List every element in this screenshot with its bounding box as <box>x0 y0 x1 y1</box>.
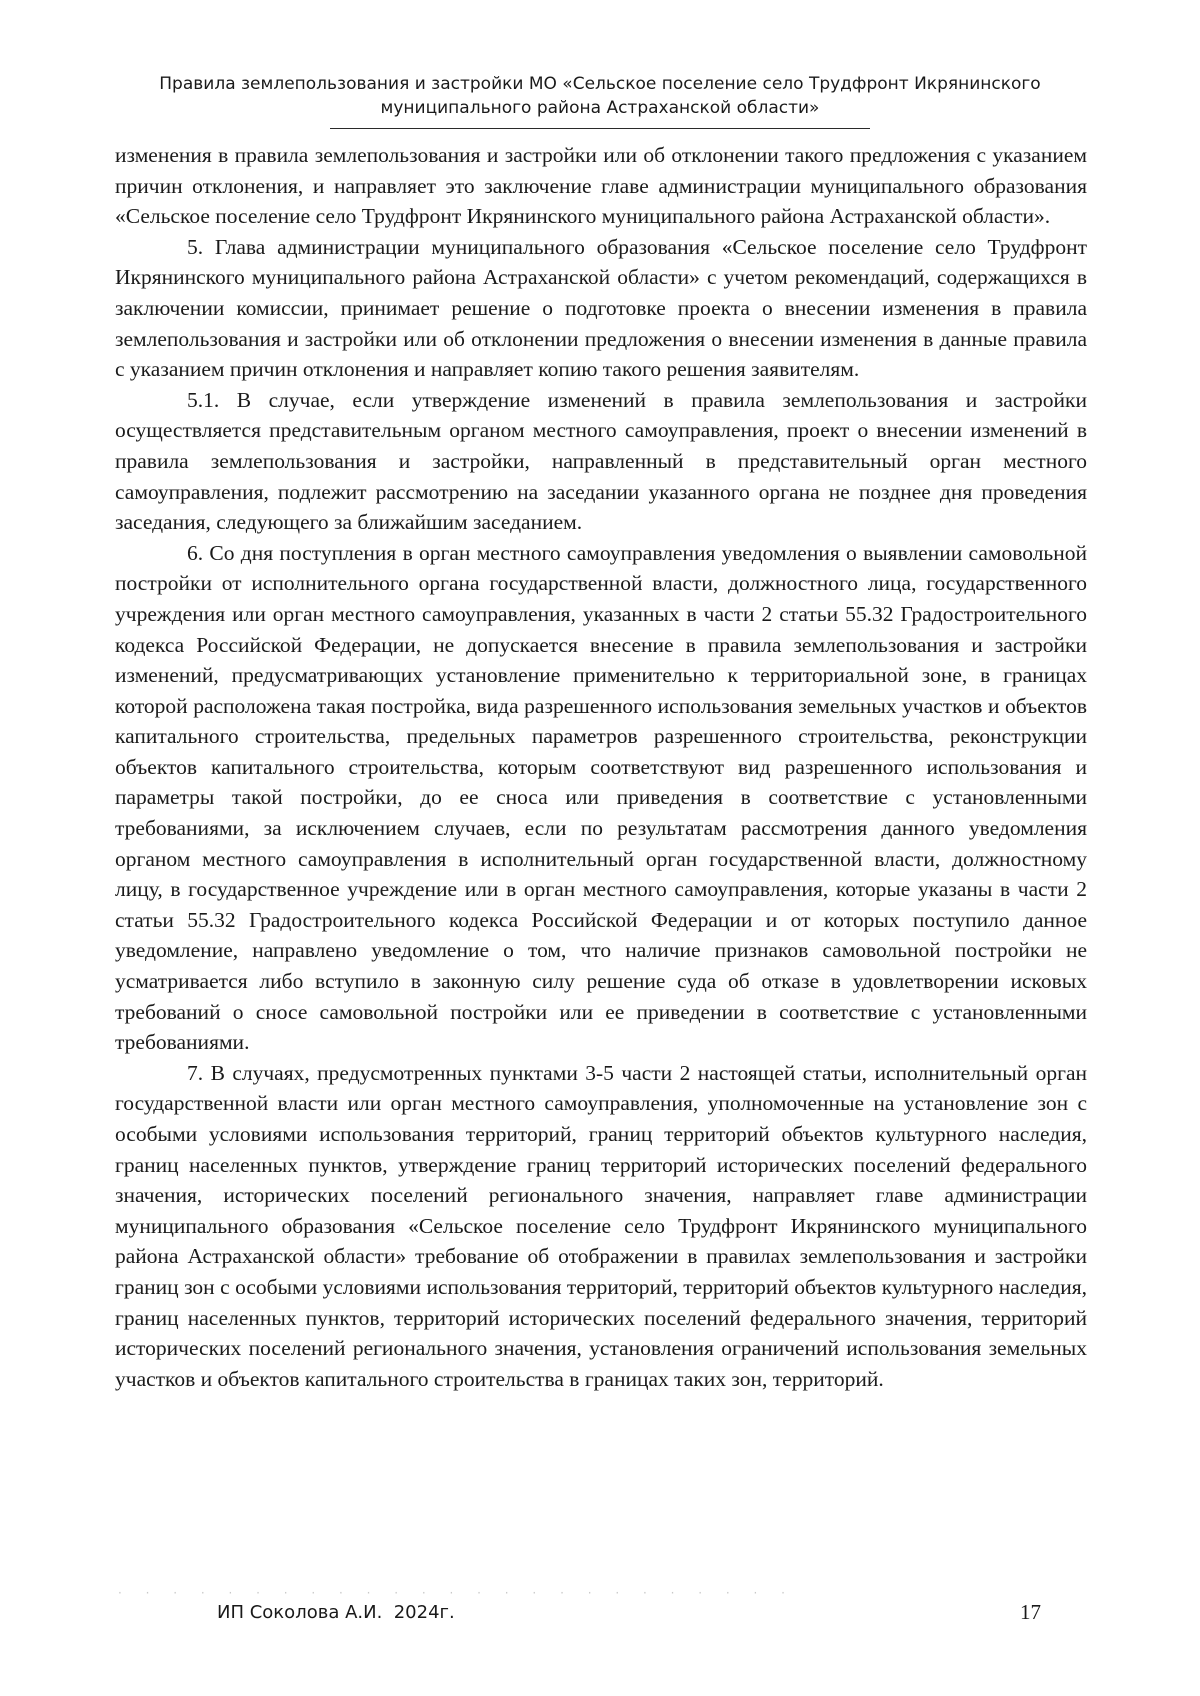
paragraph-item-5-1: 5.1. В случае, если утверждение изменений в правила землепользования и застройки осуществляется представительным органом местного самоуправления, проект о внесении изменений в правила землепользования и застройки, направленный в представительный орган местного самоуправления, подлежит рассмотрению на заседании указанного органа не позднее дня проведения заседания, следующего за ближайшим заседанием. <box>115 387 1087 535</box>
footer-author: ИП Соколова А.И. 2024г. <box>217 1602 455 1623</box>
header-divider <box>330 128 870 129</box>
page-number: 17 <box>1020 1600 1041 1624</box>
document-body <box>115 140 1087 1394</box>
paragraph-continuation: изменения в правила землепользования и застройки или об отклонении такого предложения с указанием причин отклонения, и направляет это заключение главе администрации муниципального образования «Сельское поселение село Трудфронт Икрянинского муниципального района Астраханской области». <box>115 143 1087 229</box>
paragraph-item-5: 5. Глава администрации муниципального образования «Сельское поселение село Трудфронт Икрянинского муниципального района Астраханской области» с учетом рекомендаций, содержащихся в заключении комиссии, принимает решение о подготовке проекта о внесении изменения в правила землепользования и застройки или об отклонении предложения о внесении изменения в данные правила с указанием причин отклонения и направляет копию такого решения заявителям. <box>115 234 1087 382</box>
header-line-1: Правила землепользования и застройки МО «Сельское поселение село Трудфронт Икрянинского <box>159 74 1041 94</box>
paragraph-item-7: 7. В случаях, предусмотренных пунктами 3-5 части 2 настоящей статьи, исполнительный орган государственной власти или орган местного самоуправления, уполномоченные на установление зон с особыми условиями использования территорий, границ территорий объектов культурного наследия, границ населенных пунктов, утверждение границ территорий исторических поселений федерального значения, исторических поселений регионального значения, направляет главе администрации муниципального образования «Сельское поселение село Трудфронт Икрянинского муниципального района Астраханской области» требование об отображении в правилах землепользования и застройки границ зон с особыми условиями использования территорий, территорий объектов культурного наследия, границ населенных пунктов, территорий исторических поселений федерального значения, территорий исторических поселений регионального значения, установления ограничений использования земельных участков и объектов капитального строительства в границах таких зон, территорий. <box>115 1060 1087 1391</box>
paragraph-item-6: 6. Со дня поступления в орган местного самоуправления уведомления о выявлении самовольной постройки от исполнительного органа государственной власти, должностного лица, государственного учреждения или орган местного самоуправления, указанных в части 2 статьи 55.32 Градостроительного кодекса Российской Федерации, не допускается внесение в правила землепользования и застройки изменений, предусматривающих установление применительно к территориальной зоне, в границах которой расположена такая постройка, вида разрешенного использования земельных участков и объектов капитального строительства, предельных параметров разрешенного строительства, реконструкции объектов капитального строительства, которым соответствуют вид разрешенного использования и параметры такой постройки, до ее сноса или приведения в соответствие с установленными требованиями, за исключением случаев, если по результатам рассмотрения данного уведомления органом местного самоуправления в исполнительный орган государственной власти, должностному лицу, в государственное учреждение или в орган местного самоуправления, которые указаны в части 2 статьи 55.32 Градостроительного кодекса Российской Федерации и от которых поступило данное уведомление, направлено уведомление о том, что наличие признаков самовольной постройки не усматривается либо вступило в законную силу решение суда об отказе в удовлетворении исковых требований о сносе самовольной постройки или ее приведении в соответствие с установленными требованиями. <box>115 540 1087 1055</box>
running-header <box>150 72 1050 120</box>
header-line-2: муниципального района Астраханской области» <box>380 98 820 118</box>
footer-scan-artifact: · · · · · · · · · · · · · · · · · · · · · · · · · <box>118 1586 795 1600</box>
